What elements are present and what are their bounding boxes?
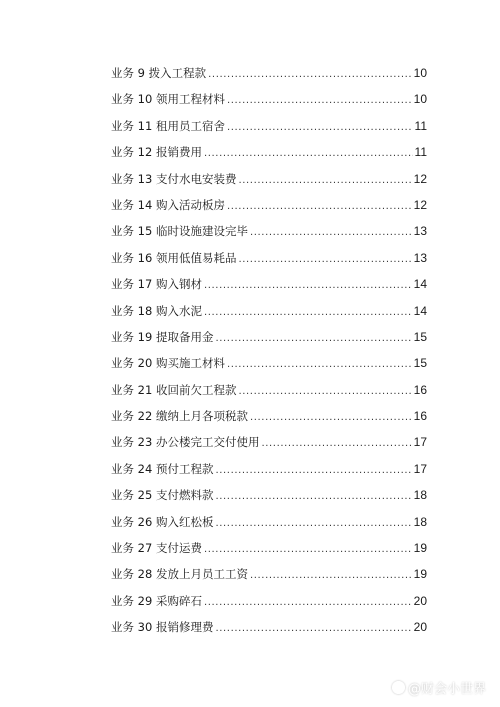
toc-entry-title: 业务 15 临时设施建设完毕 <box>111 224 248 239</box>
toc-entry-title: 业务 16 领用低值易耗品 <box>111 250 237 265</box>
toc-entry[interactable] <box>111 248 427 274</box>
toc-entry-title: 业务 14 购入活动板房 <box>111 197 225 212</box>
toc-entry[interactable] <box>111 591 427 617</box>
toc-page-number: 10 <box>413 66 427 80</box>
toc-page-number: 17 <box>413 461 427 476</box>
toc-page-number: 20 <box>413 593 427 608</box>
toc-entry[interactable] <box>111 432 427 458</box>
toc-dot-leader <box>261 434 411 454</box>
toc-page-number: 18 <box>413 488 427 503</box>
toc-dot-leader <box>238 171 411 191</box>
toc-page-number: 14 <box>413 303 427 318</box>
toc-page-number: 12 <box>413 171 427 186</box>
toc-entry[interactable] <box>111 89 427 115</box>
toc-dot-leader <box>227 355 412 375</box>
toc-entry[interactable] <box>111 63 427 89</box>
toc-entry-title: 业务 26 购入红松板 <box>111 514 214 529</box>
toc-page-number: 11 <box>414 145 427 160</box>
toc-page-number: 15 <box>413 356 427 371</box>
toc-page-number: 11 <box>414 118 427 133</box>
toc-dot-leader <box>204 593 412 613</box>
toc-entry-title: 业务 27 支付运费 <box>111 541 202 556</box>
toc-entry-title: 业务 13 支付水电安装费 <box>111 171 237 186</box>
toc-dot-leader <box>250 223 412 243</box>
toc-dot-leader <box>204 303 412 323</box>
toc-entry-title: 业务 17 购入钢材 <box>111 277 202 292</box>
toc-dot-leader <box>250 408 412 428</box>
toc-page-number: 19 <box>413 567 427 582</box>
watermark-text: @财会小世界 <box>407 682 486 697</box>
toc-dot-leader <box>215 514 411 534</box>
toc-dot-leader <box>250 566 412 586</box>
table-of-contents <box>111 63 427 644</box>
toc-entry-title: 业务 22 缴纳上月各项税款 <box>111 409 248 424</box>
toc-entry-title: 业务 12 报销费用 <box>111 145 202 160</box>
toc-entry-title: 业务 24 预付工程款 <box>111 461 214 476</box>
toc-entry-title: 业务 25 支付燃料款 <box>111 488 214 503</box>
toc-page-number: 12 <box>413 197 427 212</box>
toc-page-number: 10 <box>413 92 427 107</box>
toc-dot-leader <box>215 487 411 507</box>
toc-entry[interactable] <box>111 142 427 168</box>
toc-entry[interactable] <box>111 564 427 590</box>
toc-dot-leader <box>204 144 413 164</box>
toc-entry-title: 业务 11 租用员工宿舍 <box>111 118 225 133</box>
toc-entry[interactable] <box>111 327 427 353</box>
toc-dot-leader <box>215 329 411 349</box>
toc-page-number: 17 <box>413 435 427 450</box>
toc-page-number: 13 <box>413 224 427 239</box>
toc-dot-leader <box>227 118 413 138</box>
toc-entry[interactable] <box>111 380 427 406</box>
toc-dot-leader <box>204 276 412 296</box>
toc-dot-leader <box>208 65 412 85</box>
toc-dot-leader <box>215 461 411 481</box>
toc-entry[interactable] <box>111 459 427 485</box>
toc-entry-title: 业务 10 领用工程材料 <box>111 92 225 107</box>
toc-page-number: 14 <box>413 277 427 292</box>
toc-entry-title: 业务 9 拨入工程款 <box>111 66 207 80</box>
toc-entry-title: 业务 28 发放上月员工工资 <box>111 567 248 582</box>
toc-entry-title: 业务 29 采购碎石 <box>111 593 202 608</box>
toc-entry-title: 业务 18 购入水泥 <box>111 303 202 318</box>
toc-dot-leader <box>238 250 411 270</box>
watermark <box>392 678 486 697</box>
toc-entry[interactable] <box>111 274 427 300</box>
toc-entry[interactable] <box>111 353 427 379</box>
toc-entry-title: 业务 30 报销修理费 <box>111 620 214 635</box>
toc-entry[interactable] <box>111 406 427 432</box>
watermark-logo-icon <box>392 681 405 694</box>
toc-page-number: 19 <box>413 541 427 556</box>
toc-entry-title: 业务 20 购买施工材料 <box>111 356 225 371</box>
toc-dot-leader <box>238 382 411 402</box>
toc-page-number: 16 <box>413 409 427 424</box>
toc-page-number: 16 <box>413 382 427 397</box>
toc-entry[interactable] <box>111 512 427 538</box>
toc-entry-title: 业务 21 收回前欠工程款 <box>111 382 237 397</box>
toc-page-number: 15 <box>413 329 427 344</box>
toc-entry[interactable] <box>111 116 427 142</box>
toc-entry[interactable] <box>111 617 427 643</box>
toc-page-number: 18 <box>413 514 427 529</box>
toc-dot-leader <box>215 619 411 639</box>
toc-entry[interactable] <box>111 538 427 564</box>
toc-entry[interactable] <box>111 169 427 195</box>
toc-entry[interactable] <box>111 485 427 511</box>
toc-entry[interactable] <box>111 221 427 247</box>
toc-entry[interactable] <box>111 301 427 327</box>
toc-page-number: 13 <box>413 250 427 265</box>
toc-dot-leader <box>227 197 412 217</box>
toc-page-number: 20 <box>413 620 427 635</box>
toc-entry[interactable] <box>111 195 427 221</box>
toc-dot-leader <box>227 91 412 111</box>
toc-entry-title: 业务 23 办公楼完工交付使用 <box>111 435 260 450</box>
toc-dot-leader <box>204 540 412 560</box>
toc-entry-title: 业务 19 提取备用金 <box>111 329 214 344</box>
